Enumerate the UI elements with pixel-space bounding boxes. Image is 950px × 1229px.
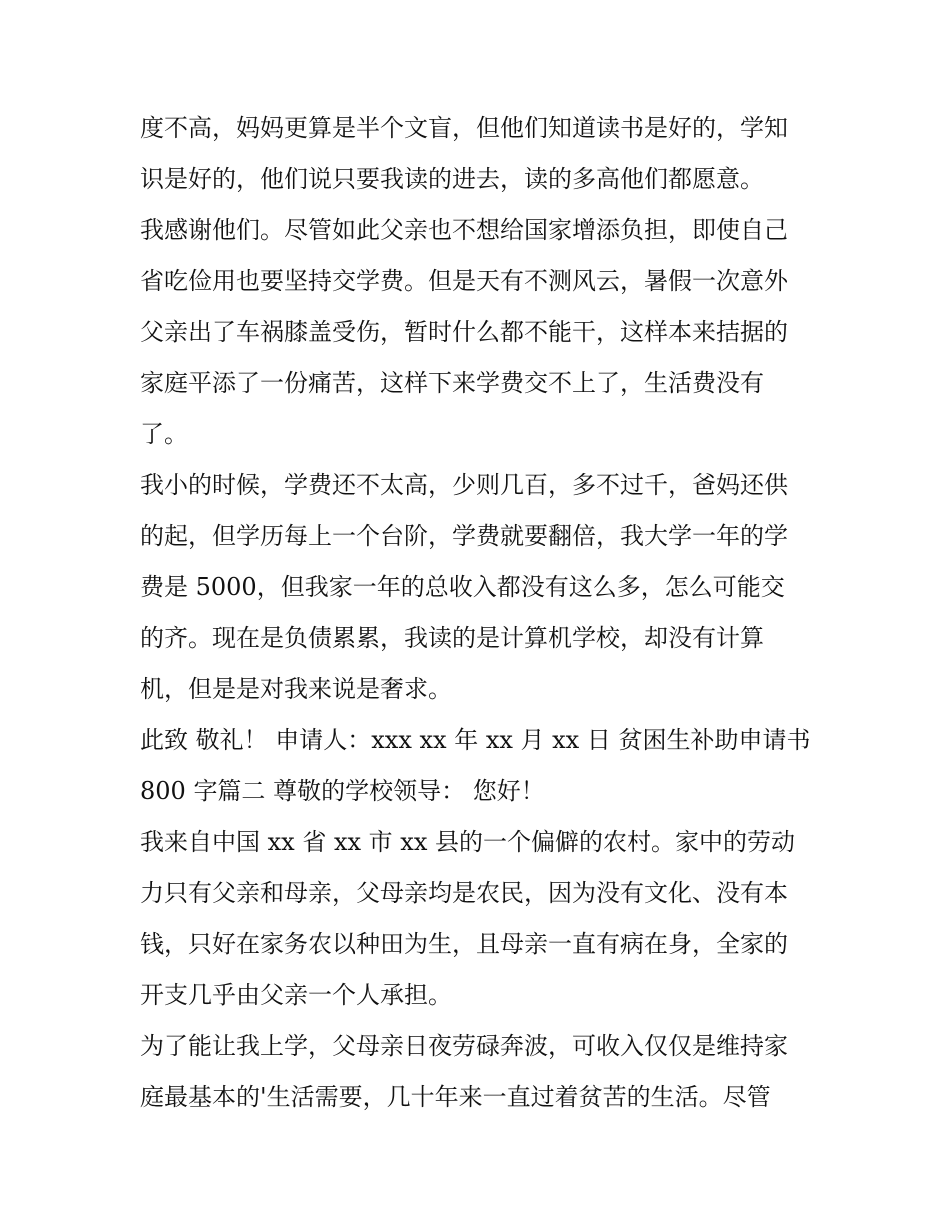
text-line: 我来自中国 xx 省 xx 市 xx 县的一个偏僻的农村。家中的劳动	[140, 828, 795, 856]
text-line: 庭最基本的'生活需要，几十年来一直过着贫苦的生活。尽管	[140, 1083, 771, 1111]
text-line: 识是好的，他们说只要我读的进去，读的多高他们都愿意。	[140, 165, 764, 193]
text-line: 力只有父亲和母亲，父母亲均是农民，因为没有文化、没有本	[140, 879, 788, 907]
text-line: 800 字篇二 尊敬的学校领导： 您好！	[140, 777, 545, 805]
document-body	[140, 103, 820, 1123]
text-line: 度不高，妈妈更算是半个文盲，但他们知道读书是好的，学知	[140, 114, 788, 142]
text-line: 此致 敬礼！ 申请人：xxx xx 年 xx 月 xx 日 贫困生补助申请书	[140, 726, 811, 754]
text-line: 我小的时候，学费还不太高，少则几百，多不过千，爸妈还供	[140, 471, 788, 499]
text-line: 父亲出了车祸膝盖受伤，暂时什么都不能干，这样本来拮据的	[140, 318, 788, 346]
text-line: 钱，只好在家务农以种田为生，且母亲一直有病在身，全家的	[140, 930, 788, 958]
text-line: 为了能让我上学，父母亲日夜劳碌奔波，可收入仅仅是维持家	[140, 1032, 788, 1060]
text-line: 的齐。现在是负债累累，我读的是计算机学校，却没有计算	[140, 624, 764, 652]
text-line: 开支几乎由父亲一个人承担。	[140, 981, 452, 1009]
text-line: 家庭平添了一份痛苦，这样下来学费交不上了，生活费没有	[140, 369, 764, 397]
text-line: 了。	[140, 420, 188, 448]
text-line: 费是 5000，但我家一年的总收入都没有这么多，怎么可能交	[140, 573, 785, 601]
text-line: 我感谢他们。尽管如此父亲也不想给国家增添负担，即使自己	[140, 216, 788, 244]
text-line: 省吃俭用也要坚持交学费。但是天有不测风云，暑假一次意外	[140, 267, 788, 295]
text-line: 机，但是是对我来说是奢求。	[140, 675, 452, 703]
text-line: 的起，但学历每上一个台阶，学费就要翻倍，我大学一年的学	[140, 522, 788, 550]
